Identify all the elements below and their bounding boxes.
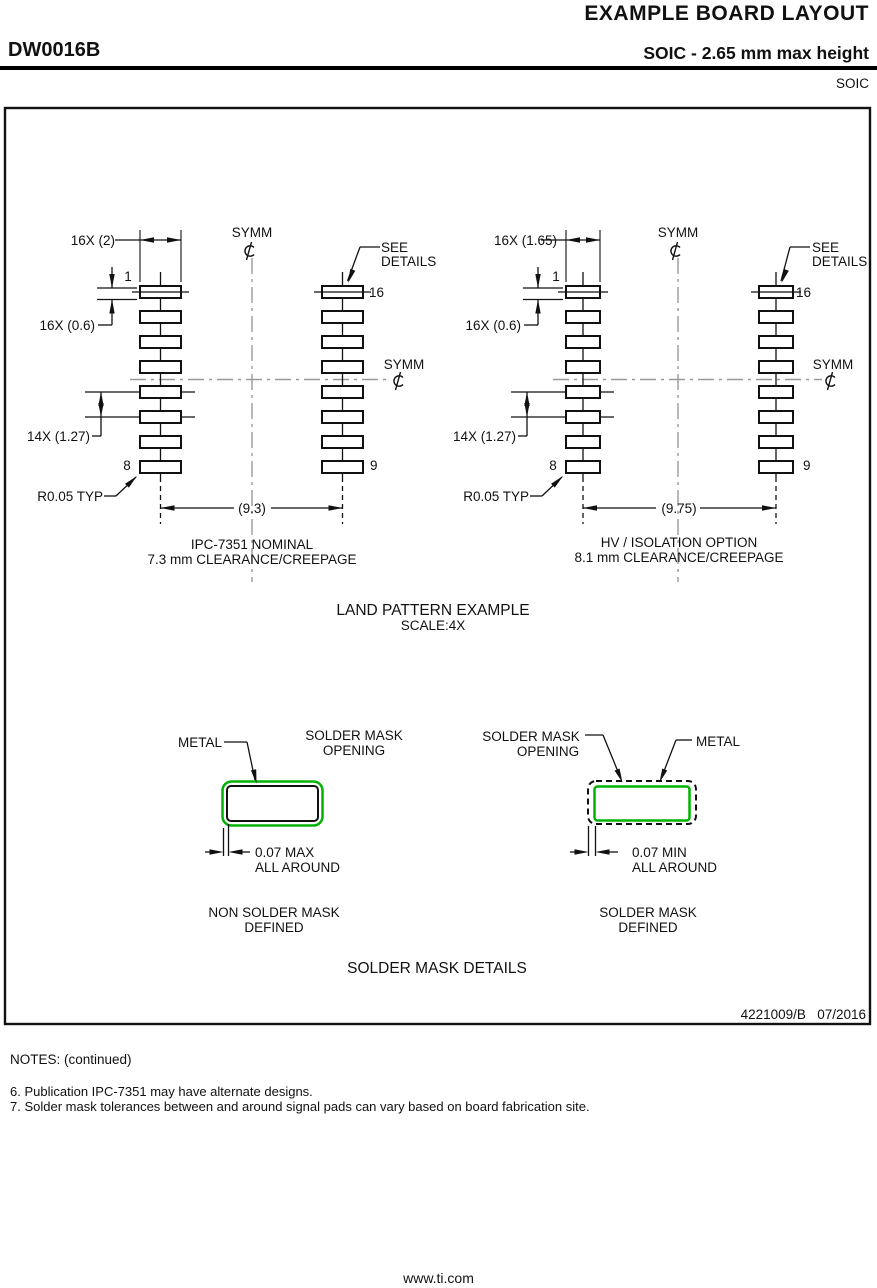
pin-1-label: 1 bbox=[552, 269, 560, 284]
solder-mask-detail-smd bbox=[482, 729, 740, 935]
pin-8-label: 8 bbox=[549, 458, 557, 473]
labels-hv-isolation bbox=[453, 225, 867, 565]
pad bbox=[566, 311, 600, 323]
clearance-dim-label: 0.07 MIN bbox=[632, 845, 687, 860]
see-details-label: DETAILS bbox=[812, 254, 868, 269]
radius-label: R0.05 TYP bbox=[463, 489, 529, 504]
pin-9-label: 9 bbox=[803, 458, 811, 473]
pad bbox=[140, 336, 181, 348]
solder-mask-opening-shape bbox=[595, 787, 690, 821]
pin-1-label: 1 bbox=[124, 269, 132, 284]
part-number: DW0016B bbox=[8, 39, 101, 61]
drawing-border bbox=[5, 108, 870, 1024]
pad bbox=[322, 386, 363, 398]
pad bbox=[566, 461, 600, 473]
pin-16-label: 16 bbox=[369, 285, 385, 300]
pad bbox=[759, 436, 793, 448]
note-item: 7. Solder mask tolerances between and around signal pads can vary based on board fabrication site. bbox=[10, 1099, 590, 1114]
package-name: SOIC bbox=[835, 76, 869, 91]
dim-pad-width-label: 16X (2) bbox=[70, 233, 115, 248]
see-details-label: SEE bbox=[381, 240, 409, 255]
pad bbox=[566, 436, 600, 448]
solder-mask-details-title: SOLDER MASK DETAILS bbox=[347, 960, 527, 977]
pad bbox=[322, 336, 363, 348]
solder-mask-detail-nsmd bbox=[178, 728, 403, 935]
pad bbox=[140, 361, 181, 373]
dim-pitch-label: 14X (1.27) bbox=[452, 429, 516, 444]
metal-pad-shape bbox=[227, 786, 318, 821]
clearance-dim-label: ALL AROUND bbox=[255, 860, 341, 875]
pin-8-label: 8 bbox=[123, 458, 131, 473]
pad bbox=[322, 411, 363, 423]
land-pattern-ipc7351 bbox=[85, 230, 403, 582]
pad bbox=[566, 336, 600, 348]
pad bbox=[322, 436, 363, 448]
pad bbox=[759, 411, 793, 423]
radius-label: R0.05 TYP bbox=[37, 489, 103, 504]
pad bbox=[759, 361, 793, 373]
dim-pitch-label: 14X (1.27) bbox=[26, 429, 90, 444]
footer-url[interactable]: www.ti.com bbox=[403, 1270, 474, 1286]
nsmd-caption: DEFINED bbox=[244, 920, 304, 935]
pad bbox=[566, 386, 600, 398]
pad bbox=[322, 461, 363, 473]
document-number: 4221009/B 07/2016 bbox=[740, 1007, 866, 1022]
symm-top-label: SYMM bbox=[231, 225, 273, 240]
land-pattern-title: LAND PATTERN EXAMPLE bbox=[336, 602, 530, 619]
pad bbox=[759, 461, 793, 473]
solder-mask-opening-label: SOLDER MASK bbox=[305, 728, 403, 743]
symm-side-label: SYMM bbox=[812, 357, 854, 372]
pad bbox=[140, 386, 181, 398]
note-item: 6. Publication IPC-7351 may have alternate designs. bbox=[10, 1084, 313, 1099]
pad bbox=[140, 411, 181, 423]
see-details-label: DETAILS bbox=[381, 254, 437, 269]
smd-caption: SOLDER MASK bbox=[599, 905, 697, 920]
pad bbox=[759, 386, 793, 398]
diagram-caption: 8.1 mm CLEARANCE/CREEPAGE bbox=[574, 550, 784, 565]
span-dim-label: (9.3) bbox=[238, 501, 266, 516]
solder-mask-opening-label: SOLDER MASK bbox=[482, 729, 580, 744]
notes-heading: NOTES: (continued) bbox=[10, 1052, 132, 1067]
clearance-dim-label: 0.07 MAX bbox=[255, 845, 315, 860]
solder-mask-opening-label: OPENING bbox=[516, 744, 580, 759]
metal-label: METAL bbox=[696, 734, 741, 749]
pad bbox=[140, 461, 181, 473]
metal-label: METAL bbox=[177, 735, 222, 750]
symm-top-label: SYMM bbox=[657, 225, 699, 240]
diagram-caption: IPC-7351 NOMINAL bbox=[190, 537, 314, 552]
labels-ipc7351 bbox=[27, 225, 436, 567]
pin-16-label: 16 bbox=[796, 285, 812, 300]
solder-mask-opening-label: OPENING bbox=[322, 743, 386, 758]
dim-pad-height-label: 16X (0.6) bbox=[39, 318, 95, 333]
diagram-caption: 7.3 mm CLEARANCE/CREEPAGE bbox=[147, 552, 357, 567]
pad bbox=[759, 311, 793, 323]
pad bbox=[140, 311, 181, 323]
pad bbox=[566, 361, 600, 373]
pin-9-label: 9 bbox=[370, 458, 378, 473]
package-subtitle: SOIC - 2.65 mm max height bbox=[643, 43, 869, 63]
dim-pad-height-label: 16X (0.6) bbox=[465, 318, 521, 333]
dim-pad-width-label: 16X (1.65) bbox=[493, 233, 557, 248]
span-dim-label: (9.75) bbox=[661, 501, 697, 516]
pad bbox=[566, 411, 600, 423]
pad bbox=[759, 336, 793, 348]
symm-side-label: SYMM bbox=[383, 357, 425, 372]
diagram-caption: HV / ISOLATION OPTION bbox=[600, 535, 758, 550]
see-details-label: SEE bbox=[812, 240, 840, 255]
page-title: EXAMPLE BOARD LAYOUT bbox=[584, 2, 869, 25]
nsmd-caption: NON SOLDER MASK bbox=[208, 905, 340, 920]
smd-caption: DEFINED bbox=[618, 920, 678, 935]
pad bbox=[322, 361, 363, 373]
clearance-dim-label: ALL AROUND bbox=[632, 860, 718, 875]
land-pattern-scale: SCALE:4X bbox=[400, 618, 466, 633]
pad bbox=[322, 311, 363, 323]
pad bbox=[140, 436, 181, 448]
